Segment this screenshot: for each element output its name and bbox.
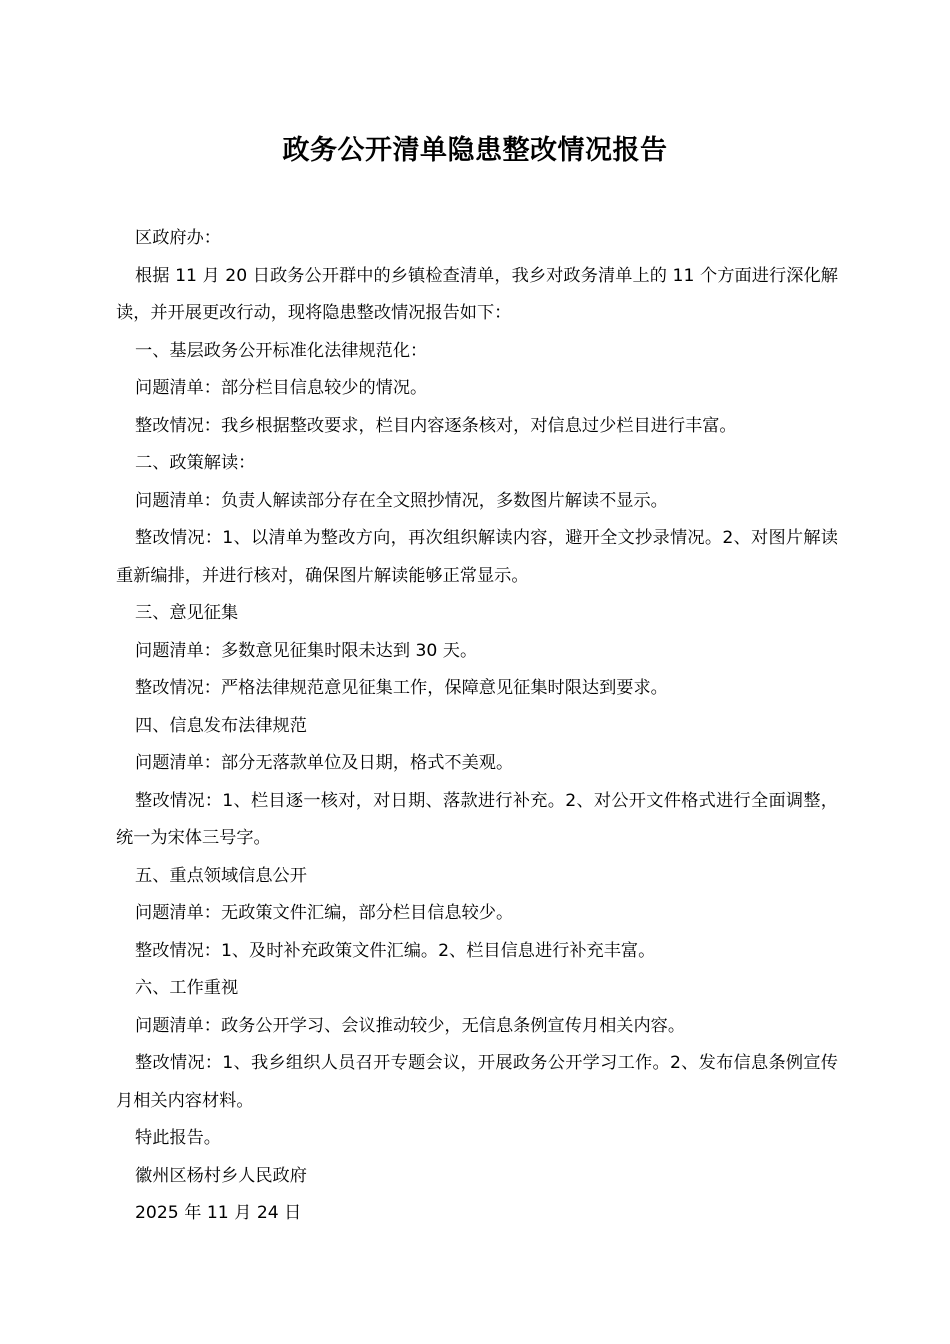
- salutation: 区政府办：: [135, 228, 221, 248]
- rectification-6: 整改情况：1、我乡组织人员召开专题会议，开展政务公开学习工作。2、发布信息条例宣传月相关内容材料。: [116, 1053, 838, 1111]
- rectification-4: 整改情况：1、栏目逐一核对，对日期、落款进行补充。2、对公开文件格式进行全面调整，统一为宋体三号字。: [116, 790, 838, 848]
- problem-list-6: 问题清单：政务公开学习、会议推动较少，无信息条例宣传月相关内容。: [135, 1015, 686, 1036]
- problem-list-1: 问题清单：部分栏目信息较少的情况。: [135, 378, 428, 398]
- section-heading-3: 三、意见征集: [135, 603, 239, 623]
- issue-date: 2025 年 11 月 24 日: [135, 1203, 302, 1223]
- section-heading-5: 五、重点领域信息公开: [135, 865, 307, 886]
- section-heading-4: 四、信息发布法律规范: [135, 715, 307, 736]
- problem-list-3: 问题清单：多数意见征集时限未达到 30 天。: [135, 640, 478, 661]
- document-title: 政务公开清单隐患整改情况报告: [282, 135, 668, 166]
- rectification-5: 整改情况：1、及时补充政策文件汇编。2、栏目信息进行补充丰富。: [135, 940, 656, 961]
- section-heading-1: 一、基层政务公开标准化法律规范化：: [135, 340, 428, 361]
- document-body: [116, 220, 838, 1233]
- rectification-3: 整改情况：严格法律规范意见征集工作，保障意见征集时限达到要求。: [135, 678, 668, 698]
- rectification-1: 整改情况：我乡根据整改要求，栏目内容逐条核对，对信息过少栏目进行丰富。: [135, 415, 737, 436]
- section-heading-6: 六、工作重视: [135, 978, 239, 998]
- closing-remark: 特此报告。: [135, 1128, 221, 1148]
- problem-list-4: 问题清单：部分无落款单位及日期，格式不美观。: [135, 753, 514, 773]
- intro-paragraph: 根据 11 月 20 日政务公开群中的乡镇检查清单，我乡对政务清单上的 11 个方面进行深化解读，并开展更改行动，现将隐患整改情况报告如下：: [116, 265, 838, 323]
- issuing-organization: 徽州区杨村乡人民政府: [135, 1165, 307, 1186]
- problem-list-5: 问题清单：无政策文件汇编，部分栏目信息较少。: [135, 903, 514, 923]
- problem-list-2: 问题清单：负责人解读部分存在全文照抄情况，多数图片解读不显示。: [135, 490, 668, 511]
- section-heading-2: 二、政策解读：: [135, 453, 256, 473]
- rectification-2: 整改情况：1、以清单为整改方向，再次组织解读内容，避开全文抄录情况。2、对图片解读重新编排，并进行核对，确保图片解读能够正常显示。: [116, 528, 838, 586]
